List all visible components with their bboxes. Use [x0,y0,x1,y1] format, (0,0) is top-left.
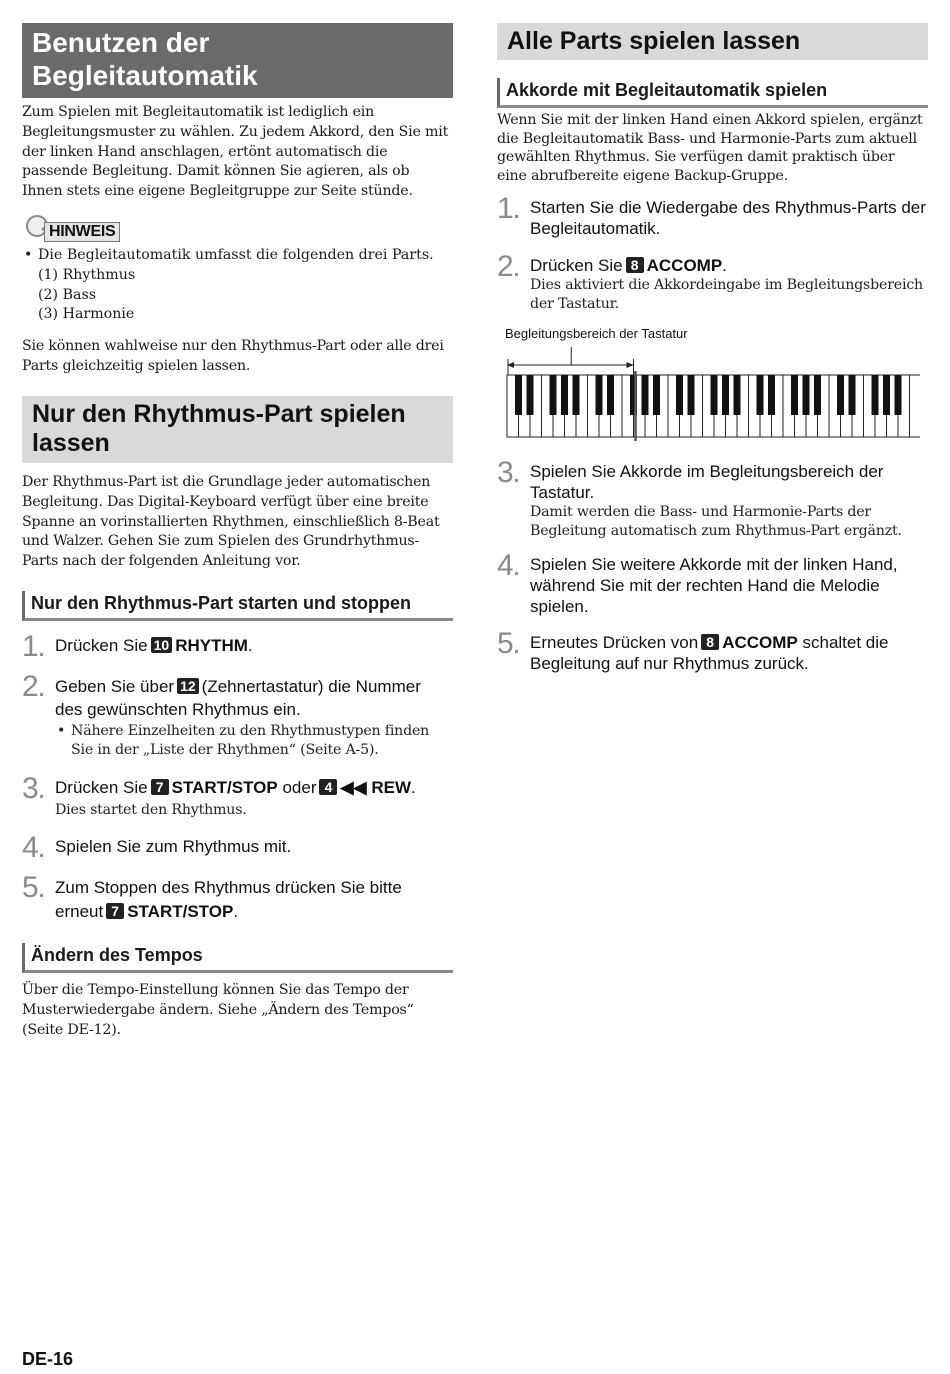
step-text-mid: oder [282,778,317,797]
right-step-2 [497,250,928,314]
step-text-post: . [411,778,416,797]
keyboard-keys [507,347,920,441]
black-key [768,375,775,415]
black-key [653,375,660,415]
black-key [676,375,683,415]
black-key [688,375,695,415]
step-text-post: . [233,902,239,921]
step-text: Spielen Sie weitere Akkorde mit der linken Hand, während Sie mit der rechten Hand die Melodie spielen. [530,555,898,616]
step-number: 4. [22,831,45,864]
black-key [895,375,902,415]
right-intro-paragraph: Wenn Sie mit der linken Hand einen Akkord spielen, ergänzt die Begleitautomatik Bass- und Harmonie-Parts zum aktuell gewählten Rhythmus. Sie verfügen damit praktisch über eine abrufbereite eigene Backup-Gruppe. [497,112,923,184]
hinweis-badge [24,215,136,243]
step-text-rest: (Zehnertastatur) die Nummer des gewünschten Rhythmus ein. [55,677,421,719]
step-number: 1. [22,630,45,663]
step-number: 5. [22,871,45,904]
step-text-rest: schaltet die Begleitung auf nur Rhythmus zurück. [530,633,889,673]
step-number: 3. [22,772,45,805]
step-subtext: Dies startet den Rhythmus. [55,802,247,818]
step-text [530,632,926,674]
step-subtext: Dies aktiviert die Akkordeingabe im Begleitungsbereich der Tastatur. [530,277,923,312]
black-key [550,375,557,415]
step-number: 4. [497,549,520,582]
keyboard-area-label: Begleitungsbereich der Tastatur [505,326,688,341]
main-title [22,23,453,98]
black-key [791,375,798,415]
step-text-pre: Zum Stoppen des Rhythmus drücken Sie bitte erneut [55,878,402,921]
step-1 [22,630,453,663]
button-number-badge: 8 [626,257,644,273]
black-key [561,375,568,415]
step-text [55,777,455,798]
section-title-all-parts: Alle Parts spielen lassen [497,23,928,60]
step-5 [22,871,453,925]
outro-paragraph: Sie können wahlweise nur den Rhythmus-Part oder alle drei Parts gleichzeitig spielen lassen. [22,338,444,374]
button-number-badge: 12 [177,678,199,694]
hinweis-item: (1) Rhythmus [38,266,136,283]
button-number-badge: 7 [106,903,124,919]
intro-paragraph: Zum Spielen mit Begleitautomatik ist lediglich ein Begleitungsmuster zu wählen. Zu jedem Akkord, den Sie mit der linken Hand anschlagen, ertönt automatisch die passende Begleitung. Damit können Sie agieren, als ob Ihnen stets eine eigene Begleitgruppe zur Seite stünde. [22,104,449,200]
step-2 [22,670,453,764]
bullet: • [24,247,33,263]
step-number: 5. [497,627,520,660]
step-3 [22,772,453,824]
black-key [757,375,764,415]
key-name: RHYTHM [175,636,248,655]
range-arrow-right-head [627,362,634,368]
key-name: ACCOMP [646,256,723,275]
step-text: Spielen Sie Akkorde im Begleitungsbereich der Tastatur. [530,462,884,502]
section-rhythm-intro: Der Rhythmus-Part ist die Grundlage jeder automatischen Begleitung. Das Digital-Keyboard verfügt über eine breite Spanne an vorinstallierten Rhythmen, einschließlich 8-Beat und Walzer. Gehen Sie zum Spielen des Grundrhythmus-Parts nach der folgenden Anleitung vor. [22,474,440,570]
button-number-badge: 10 [151,637,173,653]
black-key [814,375,821,415]
subsection-title-start-stop: Nur den Rhythmus-Part starten und stoppen [22,591,453,621]
black-key [722,375,729,415]
right-step-1 [497,192,928,240]
button-number-badge: 7 [151,779,169,795]
section-title-rhythm: Nur den Rhythmus-Part spielen lassen [22,396,453,463]
right-step-4 [497,549,928,619]
black-key [607,375,614,415]
main-title-line1: Benutzen der [32,27,210,58]
keyboard-diagram [505,345,920,442]
step-text-pre: Erneutes Drücken von [530,633,699,652]
subsection-title-tempo: Ändern des Tempos [22,943,453,973]
step-text-post: . [247,636,253,655]
hinweis-label: HINWEIS [44,222,120,242]
bullet: • [57,723,66,739]
black-key [803,375,810,415]
step-text: Spielen Sie zum Rhythmus mit. [55,837,292,856]
step-text [55,675,451,721]
black-key [837,375,844,415]
tempo-paragraph: Über die Tempo-Einstellung können Sie das Tempo der Musterwiedergabe ändern. Siehe „Ändern des Tempos“ (Seite DE-12). [22,982,414,1038]
step-number: 1. [497,192,520,225]
step-number: 2. [22,670,45,703]
key-name: ACCOMP [722,633,798,652]
black-key [573,375,580,415]
black-key [734,375,741,415]
key-name: START/STOP [171,778,278,797]
subsection-title-chords: Akkorde mit Begleitautomatik spielen [497,78,928,108]
hinweis-item: (3) Harmonie [38,306,135,323]
black-key [883,375,890,415]
step-note [55,722,451,760]
step-text [55,635,253,656]
black-key [527,375,534,415]
white-key [910,375,921,437]
step-text [55,876,451,924]
step-4 [22,831,453,864]
step-note-text: Nähere Einzelheiten zu den Rhythmustypen finden Sie in der „Liste der Rhythmen“ (Seite A-5). [71,723,430,758]
key-name: START/STOP [127,902,234,921]
hinweis-item: (2) Bass [38,286,97,303]
step-text-pre: Geben Sie über [55,677,175,696]
step-text-pre: Drücken Sie [55,778,148,797]
step-text-pre: Drücken Sie [530,256,623,275]
step-number: 2. [497,250,520,283]
black-key [849,375,856,415]
step-text-post: . [722,256,727,275]
hinweis-bullet-text: Die Begleitautomatik umfasst die folgenden drei Parts. [38,247,434,263]
step-text [530,255,727,276]
black-key [515,375,522,415]
black-key [872,375,879,415]
step-text-pre: Drücken Sie [55,636,148,655]
button-number-badge: 8 [701,634,719,650]
black-key [711,375,718,415]
button-number-badge: 4 [319,779,337,795]
black-key [596,375,603,415]
step-text: Starten Sie die Wiedergabe des Rhythmus-Parts der Begleitautomatik. [530,198,926,238]
step-number: 3. [497,456,520,489]
step-subtext: Damit werden die Bass- und Harmonie-Parts der Begleitung automatisch zum Rhythmus-Part ergänzt. [530,504,902,539]
right-step-3 [497,456,928,540]
right-step-5 [497,627,928,677]
main-title-line2: Begleitautomatik [32,60,258,91]
black-key [642,375,649,415]
hinweis-list [22,246,453,325]
key-name: ◀◀ REW [340,778,412,797]
page-number: DE-16 [22,1349,74,1369]
